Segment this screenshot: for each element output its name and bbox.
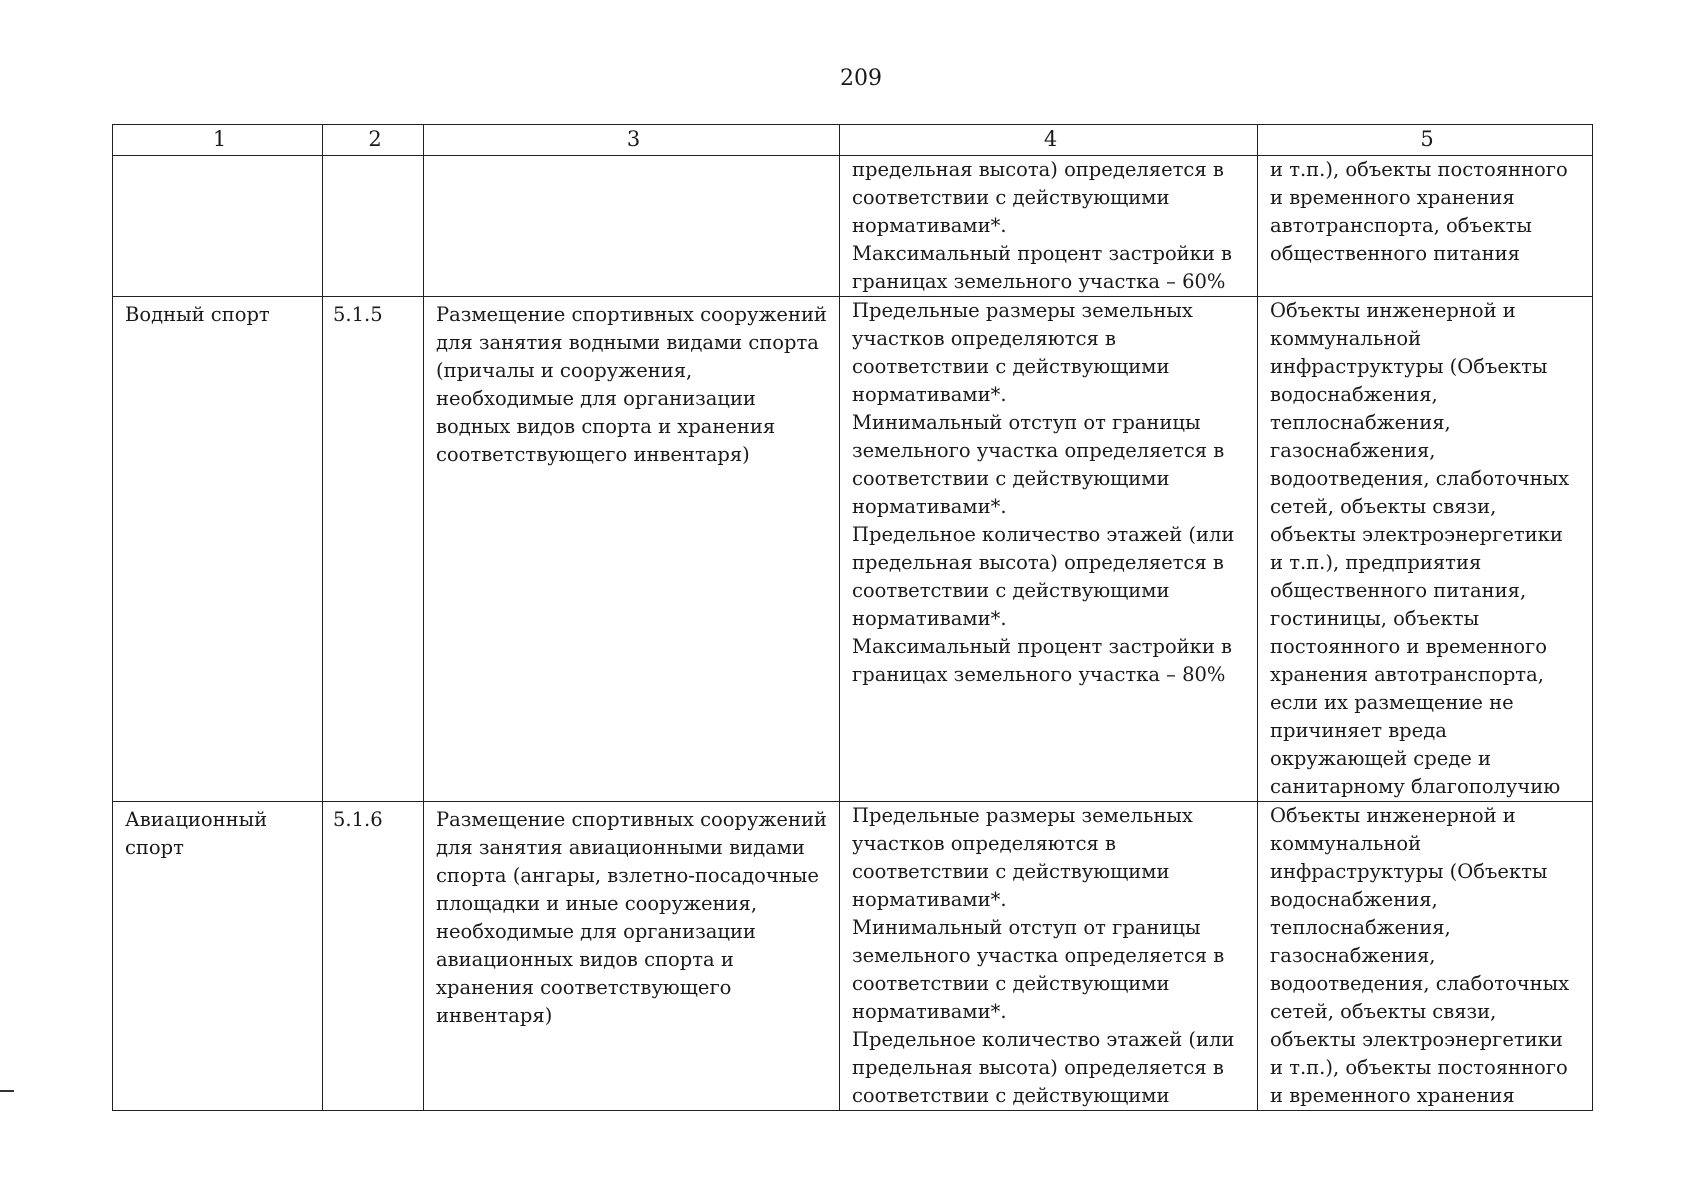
parameters-line: границах земельного участка – 60% (852, 270, 1226, 293)
column-header-1: 1 (113, 125, 323, 156)
auxiliary-line: водоснабжения, (1270, 888, 1438, 911)
parameters-cell (840, 802, 1258, 1111)
table-row (113, 802, 1593, 1111)
parameters-line: Предельные размеры земельных (852, 299, 1193, 322)
description-line: площадки и иные сооружения, (436, 892, 758, 915)
parameters-line: соответствии с действующими (852, 972, 1170, 995)
table-row (113, 297, 1593, 802)
use-type-code (323, 802, 424, 1111)
parameters-cell (840, 297, 1258, 802)
column-header-2: 2 (323, 125, 424, 156)
auxiliary-line: теплоснабжения, (1270, 916, 1451, 939)
parameters-line: Максимальный процент застройки в (852, 635, 1233, 658)
auxiliary-line: коммунальной (1270, 832, 1422, 855)
auxiliary-line: и временного хранения (1270, 1084, 1515, 1107)
auxiliary-uses-cell (1258, 802, 1593, 1111)
auxiliary-line: Объекты инженерной и (1270, 804, 1516, 827)
description-line: спорта (ангары, взлетно-посадочные (436, 864, 819, 887)
use-type-description (424, 156, 840, 297)
use-type-code (323, 297, 424, 802)
parameters-line: Предельные размеры земельных (852, 804, 1193, 827)
column-header-4: 4 (840, 125, 1258, 156)
parameters-line: земельного участка определяется в (852, 944, 1225, 967)
parameters-line: Минимальный отступ от границы (852, 916, 1201, 939)
parameters-cell (840, 156, 1258, 297)
use-type-description (424, 802, 840, 1111)
parameters-line: соответствии с действующими (852, 355, 1170, 378)
description-line: хранения соответствующего (436, 976, 732, 999)
parameters-line: предельная высота) определяется в (852, 1056, 1224, 1079)
parameters-line: соответствии с действующими (852, 186, 1170, 209)
use-type-name (113, 156, 323, 297)
auxiliary-line: и т.п.), предприятия (1270, 551, 1482, 574)
auxiliary-line: хранения автотранспорта, (1270, 663, 1544, 686)
auxiliary-line: постоянного и временного (1270, 635, 1547, 658)
auxiliary-line: причиняет вреда (1270, 719, 1447, 742)
parameters-line: Минимальный отступ от границы (852, 411, 1201, 434)
use-type-code-text: 5.1.6 (333, 808, 383, 831)
description-line: Размещение спортивных сооружений (436, 303, 827, 326)
land-use-table (112, 124, 1593, 1111)
parameters-line: границах земельного участка – 80% (852, 663, 1226, 686)
parameters-line: Предельное количество этажей (или (852, 1028, 1235, 1051)
description-line: для занятия водными видами спорта (436, 331, 819, 354)
parameters-line: нормативами*. (852, 607, 1007, 630)
parameters-line: нормативами*. (852, 214, 1007, 237)
auxiliary-line: и т.п.), объекты постоянного (1270, 158, 1568, 181)
use-type-name-text: Водный спорт (125, 303, 270, 326)
parameters-line: соответствии с действующими (852, 860, 1170, 883)
description-line: инвентаря) (436, 1004, 553, 1027)
auxiliary-line: санитарному благополучию (1270, 775, 1561, 798)
auxiliary-line: общественного питания (1270, 242, 1520, 265)
parameters-line: соответствии с действующими (852, 467, 1170, 490)
table-header-row (113, 125, 1593, 156)
parameters-line: нормативами*. (852, 495, 1007, 518)
auxiliary-line: окружающей среде и (1270, 747, 1491, 770)
auxiliary-uses-cell (1258, 156, 1593, 297)
auxiliary-line: газоснабжения, (1270, 944, 1436, 967)
parameters-line: нормативами*. (852, 1000, 1007, 1023)
page-number: 209 (840, 66, 882, 91)
description-line: для занятия авиационными видами (436, 836, 805, 859)
auxiliary-line: если их размещение не (1270, 691, 1514, 714)
parameters-line: Максимальный процент застройки в (852, 242, 1233, 265)
description-line: необходимые для организации (436, 387, 756, 410)
auxiliary-line: сетей, объекты связи, (1270, 495, 1497, 518)
auxiliary-uses-cell (1258, 297, 1593, 802)
parameters-line: нормативами*. (852, 888, 1007, 911)
use-type-name (113, 802, 323, 1111)
description-line: авиационных видов спорта и (436, 948, 734, 971)
parameters-line: Предельное количество этажей (или (852, 523, 1235, 546)
use-type-name-text: Авиационный спорт (125, 808, 268, 859)
parameters-line: предельная высота) определяется в (852, 158, 1224, 181)
description-line: водных видов спорта и хранения (436, 415, 776, 438)
parameters-line: земельного участка определяется в (852, 439, 1225, 462)
parameters-line: предельная высота) определяется в (852, 551, 1224, 574)
auxiliary-line: газоснабжения, (1270, 439, 1436, 462)
column-header-5: 5 (1258, 125, 1593, 156)
auxiliary-line: гостиницы, объекты (1270, 607, 1480, 630)
auxiliary-line: автотранспорта, объекты (1270, 214, 1532, 237)
auxiliary-line: и временного хранения (1270, 186, 1515, 209)
use-type-name (113, 297, 323, 802)
description-line: соответствующего инвентаря) (436, 443, 750, 466)
use-type-code (323, 156, 424, 297)
auxiliary-line: Объекты инженерной и (1270, 299, 1516, 322)
auxiliary-line: водоснабжения, (1270, 383, 1438, 406)
auxiliary-line: объекты электроэнергетики (1270, 1028, 1563, 1051)
auxiliary-line: теплоснабжения, (1270, 411, 1451, 434)
auxiliary-line: и т.п.), объекты постоянного (1270, 1056, 1568, 1079)
table-row (113, 156, 1593, 297)
description-line: (причалы и сооружения, (436, 359, 693, 382)
auxiliary-line: коммунальной (1270, 327, 1422, 350)
auxiliary-line: общественного питания, (1270, 579, 1527, 602)
description-line: необходимые для организации (436, 920, 756, 943)
auxiliary-line: водоотведения, слаботочных (1270, 467, 1570, 490)
description-line: Размещение спортивных сооружений (436, 808, 827, 831)
auxiliary-line: инфраструктуры (Объекты (1270, 860, 1548, 883)
parameters-line: соответствии с действующими (852, 1084, 1170, 1107)
auxiliary-line: сетей, объекты связи, (1270, 1000, 1497, 1023)
parameters-line: нормативами*. (852, 383, 1007, 406)
parameters-line: участков определяются в (852, 832, 1116, 855)
use-type-description (424, 297, 840, 802)
auxiliary-line: водоотведения, слаботочных (1270, 972, 1570, 995)
scan-mark (0, 1090, 14, 1092)
auxiliary-line: объекты электроэнергетики (1270, 523, 1563, 546)
auxiliary-line: инфраструктуры (Объекты (1270, 355, 1548, 378)
column-header-3: 3 (424, 125, 840, 156)
parameters-line: участков определяются в (852, 327, 1116, 350)
use-type-code-text: 5.1.5 (333, 303, 383, 326)
parameters-line: соответствии с действующими (852, 579, 1170, 602)
